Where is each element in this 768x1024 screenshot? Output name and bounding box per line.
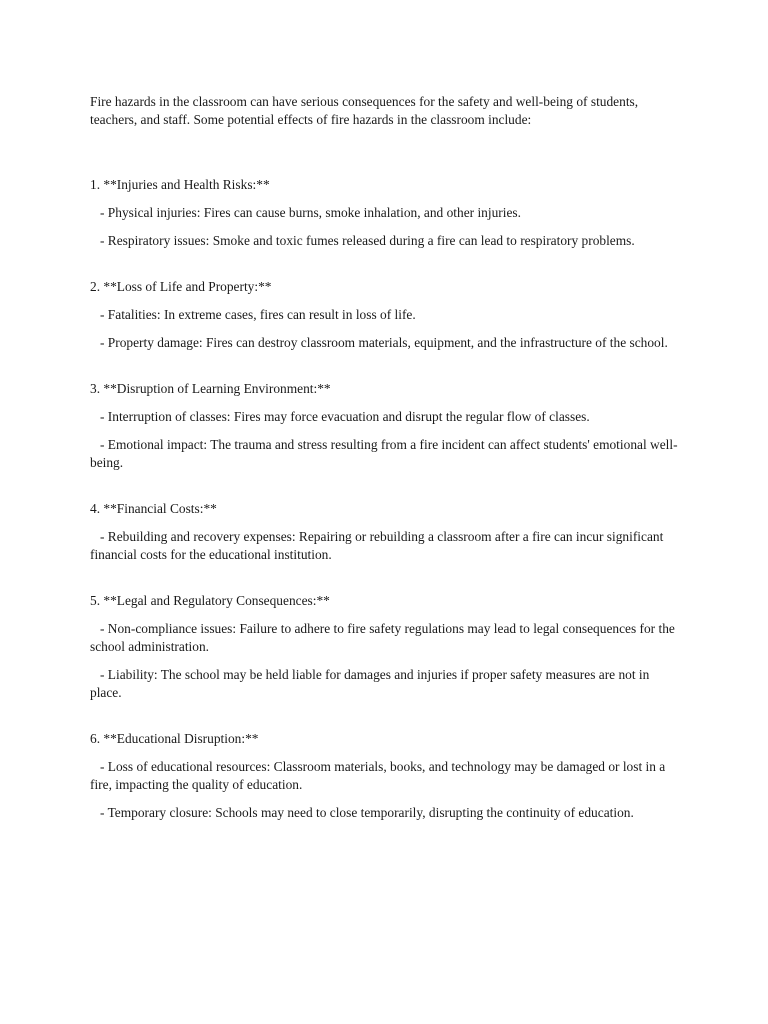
section-heading: 3. **Disruption of Learning Environment:** (90, 381, 331, 396)
bullet-item: - Liability: The school may be held liable for damages and injuries if proper safety measures are not in place. (90, 667, 650, 700)
bullet-item: - Non-compliance issues: Failure to adhere to fire safety regulations may lead to legal consequences for the school administration. (90, 621, 675, 654)
bullet-item: - Property damage: Fires can destroy classroom materials, equipment, and the infrastructure of the school. (100, 335, 668, 350)
section-heading: 5. **Legal and Regulatory Consequences:** (90, 593, 330, 608)
section-disruption (90, 380, 680, 472)
document-page (90, 93, 680, 850)
bullet-item: - Respiratory issues: Smoke and toxic fumes released during a fire can lead to respiratory problems. (100, 233, 635, 248)
bullet-item: - Temporary closure: Schools may need to close temporarily, disrupting the continuity of education. (100, 805, 634, 820)
bullet-item: - Loss of educational resources: Classroom materials, books, and technology may be damaged or lost in a fire, impacting the quality of education. (90, 759, 666, 792)
section-loss (90, 278, 680, 352)
intro-paragraph: Fire hazards in the classroom can have serious consequences for the safety and well-being of students, teachers, and staff. Some potential effects of fire hazards in the classroom include: (90, 94, 639, 127)
section-heading: 4. **Financial Costs:** (90, 501, 217, 516)
bullet-item: - Fatalities: In extreme cases, fires can result in loss of life. (100, 307, 416, 322)
bullet-item: - Physical injuries: Fires can cause burns, smoke inhalation, and other injuries. (100, 205, 521, 220)
section-heading: 6. **Educational Disruption:** (90, 731, 259, 746)
bullet-item: - Rebuilding and recovery expenses: Repairing or rebuilding a classroom after a fire can incur significant financial costs for the educational institution. (90, 529, 664, 562)
section-heading: 1. **Injuries and Health Risks:** (90, 177, 270, 192)
bullet-item: - Interruption of classes: Fires may force evacuation and disrupt the regular flow of classes. (100, 409, 590, 424)
section-financial (90, 500, 680, 564)
section-educational (90, 730, 680, 822)
section-legal (90, 592, 680, 702)
bullet-item: - Emotional impact: The trauma and stress resulting from a fire incident can affect students' emotional well-being. (90, 437, 678, 470)
section-injuries (90, 176, 680, 250)
section-heading: 2. **Loss of Life and Property:** (90, 279, 272, 294)
